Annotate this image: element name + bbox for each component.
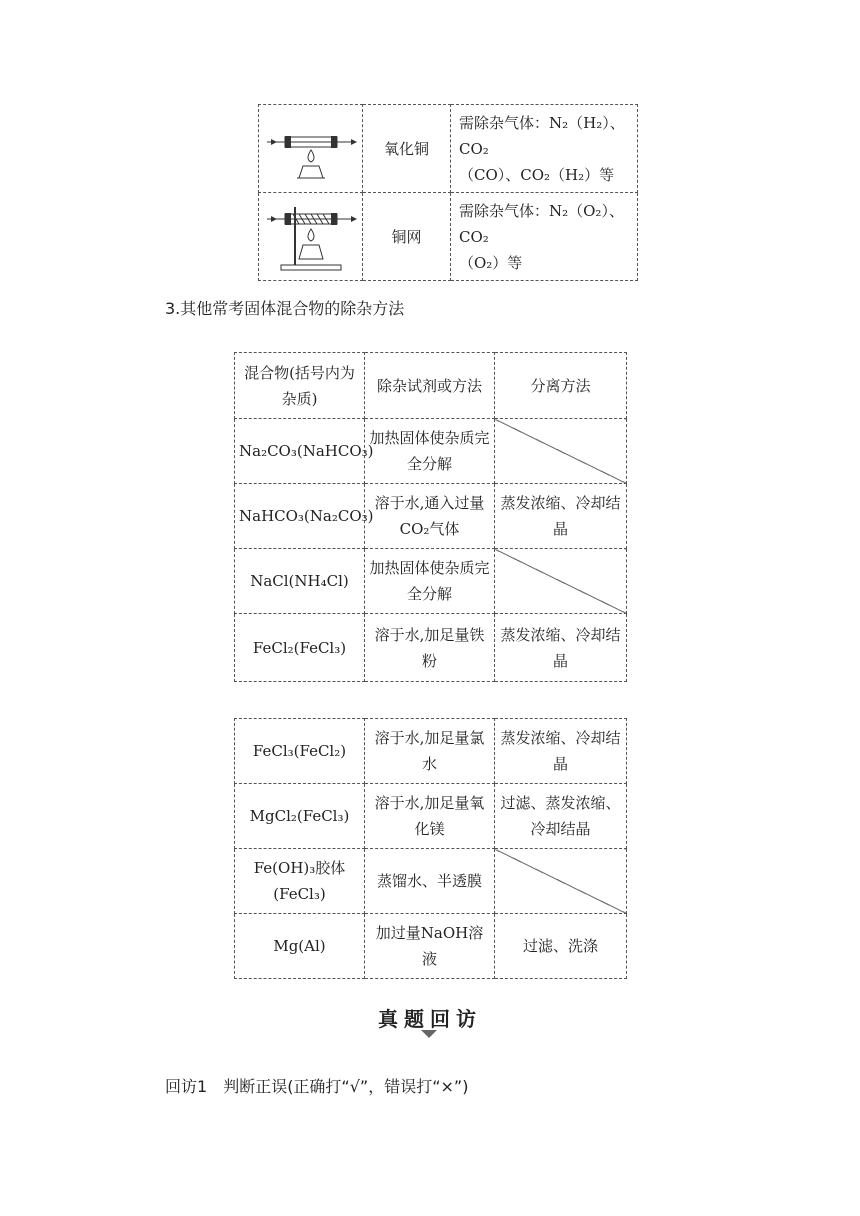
table-row: [259, 105, 638, 193]
table-row: [235, 849, 627, 914]
method-cell: 溶于水,加足量铁粉: [365, 614, 495, 682]
gas-apparatus-table: [258, 104, 638, 281]
impurity-removal-table-1: [234, 352, 627, 682]
separation-cell: 过滤、洗涤: [495, 914, 627, 979]
section-heading: 3.其他常考固体混合物的除杂方法: [165, 299, 405, 318]
mixture-cell: Na₂CO₃(NaHCO₃): [235, 419, 365, 484]
reagent-cell: 氧化铜: [363, 105, 451, 193]
table-row: [259, 193, 638, 281]
review-question: [165, 1074, 468, 1097]
separation-cell-empty: [495, 549, 627, 614]
review-section-title: 真题回访: [378, 1007, 482, 1031]
separation-cell-empty: [495, 849, 627, 914]
reagent-cell: 铜网: [363, 193, 451, 281]
table-row: [235, 484, 627, 549]
method-cell: 加热固体使杂质完全分解: [365, 419, 495, 484]
header-mixture: 混合物(括号内为杂质): [235, 353, 365, 419]
method-cell: 加过量NaOH溶液: [365, 914, 495, 979]
method-cell: 溶于水,加足量氯水: [365, 719, 495, 784]
mixture-cell: FeCl₂(FeCl₃): [235, 614, 365, 682]
review-text: 判断正误(正确打“√”，错误打“×”): [223, 1077, 469, 1096]
mixture-cell: FeCl₃(FeCl₂): [235, 719, 365, 784]
table-row: [235, 614, 627, 682]
header-separation: 分离方法: [495, 353, 627, 419]
mixture-cell: MgCl₂(FeCl₃): [235, 784, 365, 849]
mixture-cell: NaCl(NH₄Cl): [235, 549, 365, 614]
mixture-cell: Fe(OH)₃胶体(FeCl₃): [235, 849, 365, 914]
triangle-down-icon: [421, 1030, 437, 1038]
method-cell: 溶于水,通入过量CO₂气体: [365, 484, 495, 549]
separation-cell: 蒸发浓缩、冷却结晶: [495, 614, 627, 682]
gas-desc-cell: 需除杂气体：N₂（H₂）、CO₂ （CO）、CO₂（H₂）等: [451, 105, 638, 193]
table-row: [235, 549, 627, 614]
separation-cell: 过滤、蒸发浓缩、冷却结晶: [495, 784, 627, 849]
apparatus-copper-mesh-image: [259, 193, 363, 281]
table-row: [235, 914, 627, 979]
table-row: [235, 784, 627, 849]
header-method: 除杂试剂或方法: [365, 353, 495, 419]
mixture-cell: NaHCO₃(Na₂CO₃): [235, 484, 365, 549]
review-label: 回访1: [165, 1077, 208, 1096]
method-cell: 蒸馏水、半透膜: [365, 849, 495, 914]
table-header-row: [235, 353, 627, 419]
mixture-cell: Mg(Al): [235, 914, 365, 979]
method-cell: 溶于水,加足量氧化镁: [365, 784, 495, 849]
gas-desc-cell: 需除杂气体：N₂（O₂）、CO₂ （O₂）等: [451, 193, 638, 281]
impurity-removal-table-2: [234, 718, 627, 979]
separation-cell: 蒸发浓缩、冷却结晶: [495, 719, 627, 784]
table-row: [235, 419, 627, 484]
separation-cell-empty: [495, 419, 627, 484]
separation-cell: 蒸发浓缩、冷却结晶: [495, 484, 627, 549]
method-cell: 加热固体使杂质完全分解: [365, 549, 495, 614]
apparatus-copper-oxide-image: [259, 105, 363, 193]
table-row: [235, 719, 627, 784]
